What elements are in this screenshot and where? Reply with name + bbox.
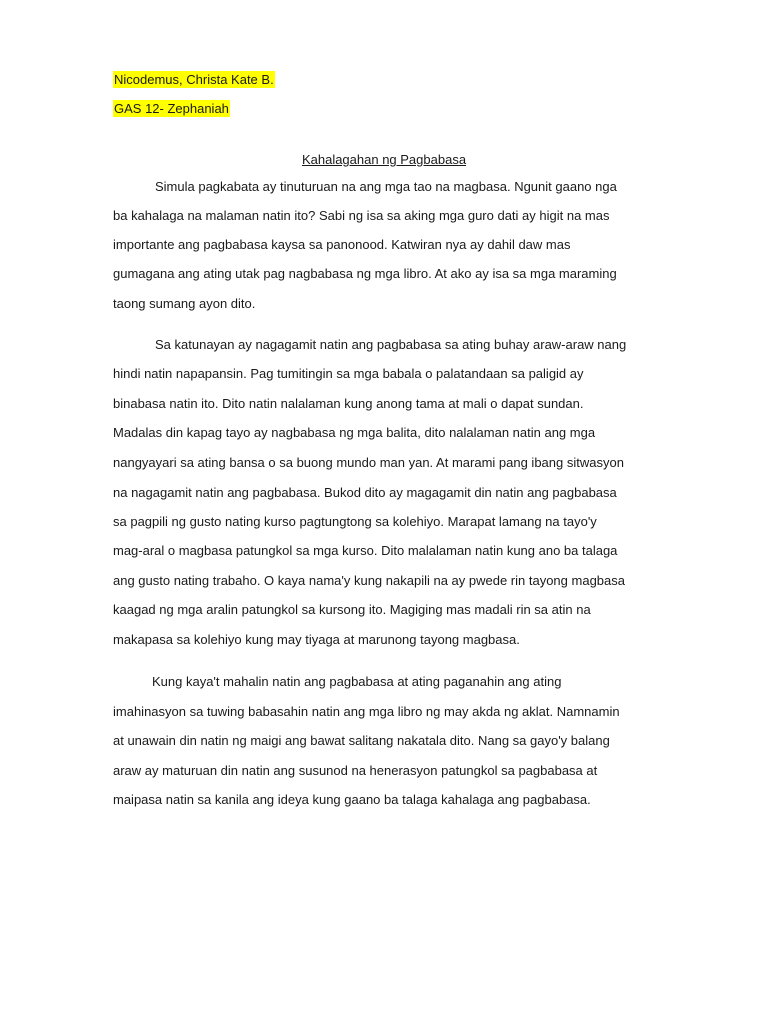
- paragraph-2-line-2: hindi natin napapansin. Pag tumitingin sa mga babala o palatandaan sa paligid ay: [113, 366, 584, 381]
- paragraph-2-line-3: binabasa natin ito. Dito natin nalalaman kung anong tama at mali o dapat sundan.: [113, 396, 584, 411]
- paragraph-3-line-2: imahinasyon sa tuwing babasahin natin ang mga libro ng may akda ng aklat. Namnamin: [113, 704, 620, 719]
- paragraph-2-line-5: nangyayari sa ating bansa o sa buong mundo man yan. At marami pang ibang sitwasyon: [113, 455, 624, 470]
- paragraph-2-line-9: ang gusto nating trabaho. O kaya nama'y kung nakapili na ay pwede rin tayong magbasa: [113, 573, 625, 588]
- paragraph-3-line-4: araw ay maturuan din natin ang susunod na henerasyon patungkol sa pagbabasa at: [113, 763, 598, 778]
- document-title: Kahalagahan ng Pagbabasa: [301, 152, 467, 167]
- paragraph-3-line-5: maipasa natin sa kanila ang ideya kung gaano ba talaga kahalaga ang pagbabasa.: [113, 792, 591, 807]
- paragraph-2-line-1: Sa katunayan ay nagagamit natin ang pagbabasa sa ating buhay araw-araw nang: [155, 337, 627, 352]
- paragraph-3-line-3: at unawain din natin ng maigi ang bawat salitang nakatala dito. Nang sa gayo'y balang: [113, 733, 610, 748]
- paragraph-1-line-5: taong sumang ayon dito.: [113, 296, 256, 311]
- paragraph-2-line-10: kaagad ng mga aralin patungkol sa kursong ito. Magiging mas madali rin sa atin na: [113, 602, 591, 617]
- paragraph-1-line-1: Simula pagkabata ay tinuturuan na ang mga tao na magbasa. Ngunit gaano nga: [155, 179, 617, 194]
- paragraph-2-line-11: makapasa sa kolehiyo kung may tiyaga at marunong tayong magbasa.: [113, 632, 520, 647]
- paragraph-1-line-2: ba kahalaga na malaman natin ito? Sabi ng isa sa aking mga guro dati ay higit na mas: [113, 208, 610, 223]
- paragraph-2-line-8: mag-aral o magbasa patungkol sa mga kurso. Dito malalaman natin kung ano ba talaga: [113, 543, 618, 558]
- paragraph-1-line-3: importante ang pagbabasa kaysa sa panonood. Katwiran nya ay dahil daw mas: [113, 237, 571, 252]
- paragraph-2-line-4: Madalas din kapag tayo ay nagbabasa ng mga balita, dito nalalaman natin ang mga: [113, 425, 596, 440]
- author-name-text: Nicodemus, Christa Kate B.: [114, 72, 274, 87]
- paragraph-1-line-4: gumagana ang ating utak pag nagbabasa ng mga libro. At ako ay isa sa mga maraming: [113, 266, 617, 281]
- class-section-text: GAS 12- Zephaniah: [114, 101, 229, 116]
- author-name: [113, 72, 275, 88]
- class-section: [113, 101, 230, 117]
- paragraph-2-line-6: na nagagamit natin ang pagbabasa. Bukod dito ay magagamit din natin ang pagbabasa: [113, 485, 617, 500]
- paragraph-3-line-1: Kung kaya't mahalin natin ang pagbabasa at ating paganahin ang ating: [152, 674, 562, 689]
- paragraph-2-line-7: sa pagpili ng gusto nating kurso pagtungtong sa kolehiyo. Marapat lamang na tayo'y: [113, 514, 597, 529]
